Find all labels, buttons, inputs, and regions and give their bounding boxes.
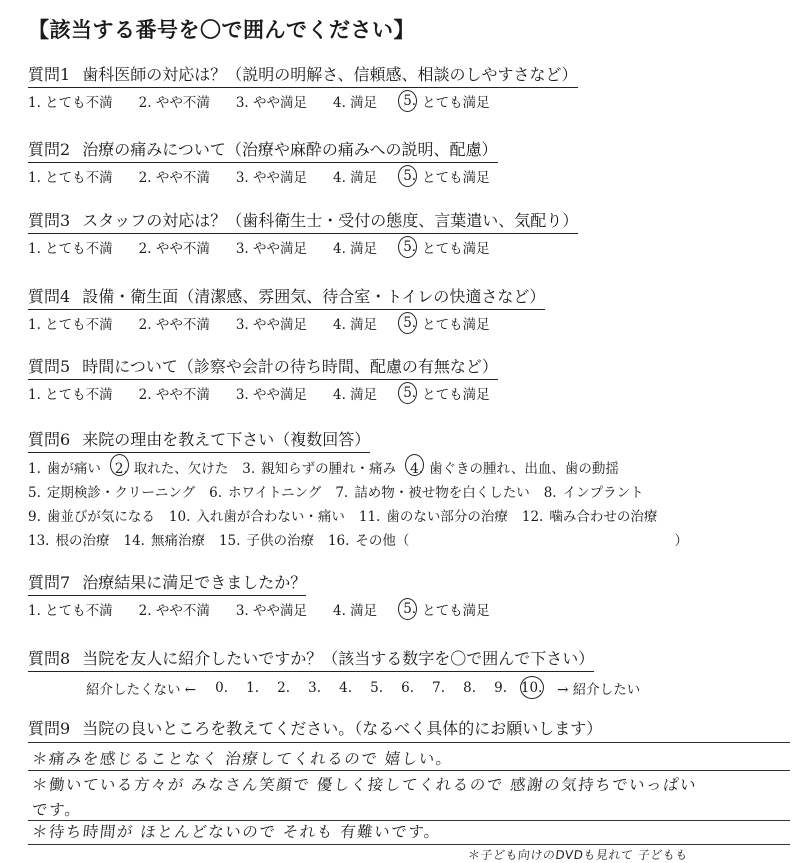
scale-2[interactable]: 2. [277, 680, 291, 696]
question-number: 質問5 [28, 357, 71, 376]
question-8 [28, 646, 800, 698]
rating-options [28, 383, 800, 403]
reason-option[interactable]: 3. 親知らずの腫れ・痛み [242, 461, 397, 477]
question-title [28, 570, 306, 596]
option-2[interactable]: 2. やや不満 [138, 603, 210, 619]
question-text: スタッフの対応は？（歯科衛生士・受付の態度、言葉遣い、気配り） [82, 211, 579, 230]
option-1[interactable]: 1. とても不満 [28, 603, 113, 619]
scale-10-selected[interactable]: 10. [516, 680, 547, 696]
question-6 [28, 427, 800, 553]
scale-5[interactable]: 5. [370, 680, 384, 696]
form-heading: 【該当する番号を〇で囲んでください】 [28, 17, 415, 42]
option-1[interactable]: 1. とても不満 [28, 241, 113, 257]
option-4[interactable]: 4. 満足 [333, 603, 378, 619]
option-5-selected[interactable]: 5. とても満足 [403, 315, 490, 333]
reason-row [28, 505, 800, 529]
reason-option[interactable]: 14. 無痛治療 [123, 533, 205, 549]
option-2[interactable]: 2. やや不満 [138, 241, 210, 257]
question-title [28, 284, 545, 310]
question-title [28, 716, 602, 741]
reason-option-other[interactable]: 16. その他（ ） [327, 533, 688, 549]
option-3[interactable]: 3. やや満足 [235, 95, 308, 111]
handwritten-comment-line: ＊待ち時間が ほとんどないので それも 有難いです。 [30, 823, 442, 841]
question-number: 質問2 [28, 140, 71, 159]
question-9 [28, 716, 800, 741]
question-text: 時間について（診察や会計の待ち時間、配慮の有無など） [82, 357, 498, 376]
question-text: 歯科医師の対応は？（説明の明解さ、信頼感、相談のしやすさなど） [82, 65, 578, 84]
circled-number: 5. [403, 168, 417, 184]
option-3[interactable]: 3. やや満足 [235, 603, 308, 619]
scale-left-label: 紹介したくない ← [86, 682, 197, 698]
option-3[interactable]: 3. やや満足 [235, 170, 308, 186]
circled-number: 5. [403, 385, 417, 401]
scale-4[interactable]: 4. [339, 680, 353, 696]
option-1[interactable]: 1. とても不満 [28, 170, 113, 186]
scale-7[interactable]: 7. [432, 680, 446, 696]
option-3[interactable]: 3. やや満足 [235, 241, 308, 257]
option-3[interactable]: 3. やや満足 [235, 387, 308, 403]
option-4[interactable]: 4. 満足 [333, 241, 378, 257]
option-5-selected[interactable]: 5. とても満足 [403, 239, 490, 257]
option-2[interactable]: 2. やや不満 [138, 95, 210, 111]
reason-option[interactable]: 9. 歯並びが気になる [28, 509, 155, 525]
option-4[interactable]: 4. 満足 [333, 170, 378, 186]
question-number: 質問9 [28, 719, 71, 738]
reason-option[interactable]: 1. 歯が痛い [28, 461, 101, 477]
circled-number: 5. [403, 93, 417, 109]
scale-8[interactable]: 8. [463, 680, 477, 696]
option-4[interactable]: 4. 満足 [333, 387, 378, 403]
question-text: 設備・衛生面（清潔感、雰囲気、待合室・トイレの快適さなど） [82, 287, 546, 306]
reason-option[interactable]: 7. 詰め物・被せ物を白くしたい [335, 485, 530, 501]
scale-right-label: → 紹介したい [557, 682, 641, 698]
circled-number: 5. [403, 239, 417, 255]
option-5-selected[interactable]: 5. とても満足 [403, 93, 490, 111]
scale-1[interactable]: 1. [246, 680, 260, 696]
scale-0[interactable]: 0. [215, 680, 229, 696]
circled-number: 5. [403, 315, 417, 331]
handwritten-comment-line: ＊子ども向けのDVDも見れて 子どもも [467, 848, 689, 862]
option-5-selected[interactable]: 5. とても満足 [403, 601, 490, 619]
rating-options [28, 237, 800, 257]
ruled-line [28, 844, 790, 845]
handwritten-comment-line: ＊働いている方々が みなさん笑顔で 優しく接してくれるので 感謝の気持ちでいっぱい [30, 776, 698, 794]
recommend-scale [76, 678, 800, 698]
rating-options [28, 91, 800, 111]
question-title [28, 208, 578, 234]
question-number: 質問4 [28, 287, 71, 306]
question-number: 質問7 [28, 573, 71, 592]
reason-row [28, 529, 800, 553]
question-title [28, 137, 498, 163]
scale-3[interactable]: 3. [308, 680, 322, 696]
handwritten-comment-line: ＊痛みを感じることなく 治療してくれるので 嬉しい。 [30, 750, 454, 768]
option-1[interactable]: 1. とても不満 [28, 317, 113, 333]
question-number: 質問3 [28, 211, 71, 230]
handwritten-comment-line: です。 [30, 801, 83, 819]
scale-9[interactable]: 9. [494, 680, 508, 696]
option-1[interactable]: 1. とても不満 [28, 387, 113, 403]
question-7 [28, 570, 800, 619]
scale-6[interactable]: 6. [401, 680, 415, 696]
question-2 [28, 137, 800, 186]
option-2[interactable]: 2. やや不満 [138, 170, 210, 186]
question-5 [28, 354, 800, 403]
reason-option[interactable]: 13. 根の治療 [28, 533, 110, 549]
reason-row [28, 481, 800, 505]
question-text: 当院を友人に紹介したいですか？（該当する数字を〇で囲んで下さい） [82, 649, 595, 668]
circled-number: 5. [403, 601, 417, 617]
option-1[interactable]: 1. とても不満 [28, 95, 113, 111]
reason-option[interactable]: 11. 歯のない部分の治療 [358, 509, 508, 525]
rating-options [28, 313, 800, 333]
reason-option[interactable]: 15. 子供の治療 [218, 533, 314, 549]
question-title [28, 646, 594, 672]
question-4 [28, 284, 800, 333]
option-2[interactable]: 2. やや不満 [138, 317, 210, 333]
option-5-selected[interactable]: 5. とても満足 [403, 385, 490, 403]
question-text: 治療の痛みについて（治療や麻酔の痛みへの説明、配慮） [82, 140, 498, 159]
option-4[interactable]: 4. 満足 [333, 317, 378, 333]
ruled-line [28, 742, 790, 743]
reason-option-selected[interactable]: 4. 歯ぐきの腫れ、出血、歯の動揺 [410, 457, 619, 481]
circled-number: 2. [115, 457, 128, 481]
question-number: 質問8 [28, 649, 71, 668]
question-3 [28, 208, 800, 257]
rating-options [28, 599, 800, 619]
reason-option-selected[interactable]: 2. 取れた、欠けた [115, 457, 228, 481]
question-text: 来院の理由を教えて下さい（複数回答） [82, 430, 371, 449]
reason-row [28, 457, 800, 481]
rating-options [28, 166, 800, 186]
circled-number: 4. [410, 457, 423, 481]
reason-option[interactable]: 8. インプラント [543, 485, 644, 501]
option-3[interactable]: 3. やや満足 [235, 317, 308, 333]
question-title [28, 427, 370, 453]
ruled-line [28, 770, 790, 771]
question-text: 当院の良いところを教えてください。（なるべく具体的にお願いします） [82, 719, 603, 738]
question-text: 治療結果に満足できましたか？ [82, 573, 307, 592]
option-5-selected[interactable]: 5. とても満足 [403, 168, 490, 186]
option-4[interactable]: 4. 満足 [333, 95, 378, 111]
question-title [28, 62, 578, 88]
question-number: 質問6 [28, 430, 71, 449]
option-2[interactable]: 2. やや不満 [138, 387, 210, 403]
question-number: 質問1 [28, 65, 71, 84]
reason-option[interactable]: 6. ホワイトニング [209, 485, 322, 501]
question-1 [28, 62, 800, 111]
reason-option[interactable]: 5. 定期検診・クリーニング [28, 485, 196, 501]
reason-option[interactable]: 10. 入れ歯が合わない・痛い [168, 509, 345, 525]
question-title [28, 354, 498, 380]
reason-option[interactable]: 12. 噛み合わせの治療 [521, 509, 658, 525]
